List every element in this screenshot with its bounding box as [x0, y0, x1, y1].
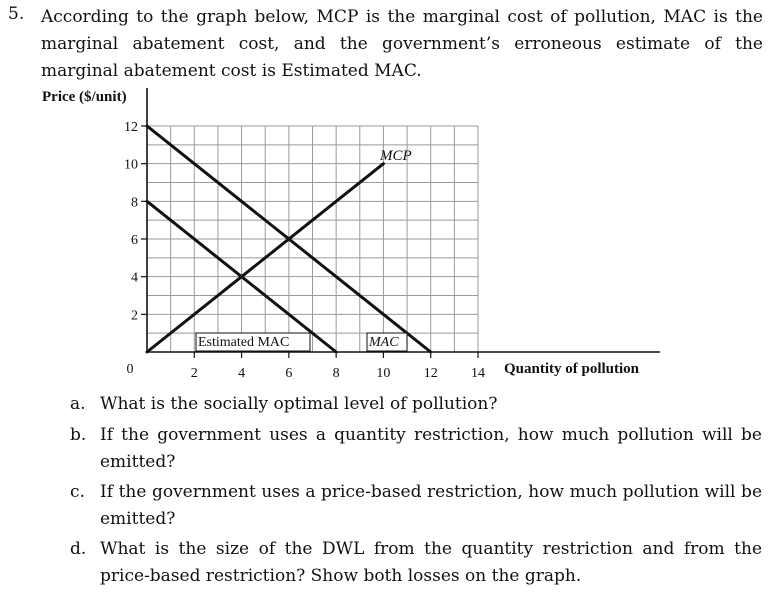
subquestion-b [70, 422, 770, 476]
subquestion-label: a. [70, 394, 86, 414]
subquestion-c [70, 479, 770, 533]
x-tick-label: 4 [238, 366, 246, 381]
subquestion-text: If the government uses a quantity restriction, how much pollution will be emitted? [100, 425, 762, 472]
y-axis-label: Price ($/unit) [42, 89, 127, 105]
y-tick-label: 4 [131, 270, 138, 286]
series-label-mac: MAC [369, 335, 399, 350]
subquestion-label: c. [70, 482, 85, 502]
origin-label: 0 [126, 362, 134, 377]
y-tick-label: 10 [124, 157, 138, 173]
series-label-estimated-mac: Estimated MAC [198, 335, 290, 350]
subquestion-label: b. [70, 425, 87, 445]
subquestion-label: d. [70, 539, 87, 559]
x-tick-label: 8 [332, 366, 340, 381]
x-tick-label: 6 [285, 366, 293, 381]
x-tick-label: 12 [423, 366, 438, 381]
y-tick-label: 8 [131, 195, 138, 211]
question-body: According to the graph below, MCP is the marginal cost of pollution, MAC is the marginal abatement cost, and the government’s erroneous estimate of the marginal abatement cost is Estimated MAC. [41, 7, 763, 81]
y-tick-label: 6 [131, 233, 138, 248]
question-number: 5. [8, 4, 25, 24]
subquestion-d [70, 536, 770, 590]
y-tick-label: 12 [124, 120, 138, 135]
subquestion-a [70, 391, 770, 418]
subquestion-text: What is the socially optimal level of pollution? [100, 394, 498, 414]
x-tick-label: 14 [471, 366, 485, 381]
x-tick-label: 10 [376, 366, 391, 381]
x-tick-label: 2 [190, 366, 198, 381]
y-tick-label: 2 [131, 308, 138, 324]
subquestion-text: What is the size of the DWL from the quantity restriction and from the price-based restriction? Show both losses on the graph. [100, 539, 762, 586]
subquestion-text: If the government uses a price-based restriction, how much pollution will be emitted? [100, 482, 762, 529]
x-axis-label: Quantity of pollution [504, 361, 640, 377]
series-label-mcp: MCP [380, 148, 412, 164]
